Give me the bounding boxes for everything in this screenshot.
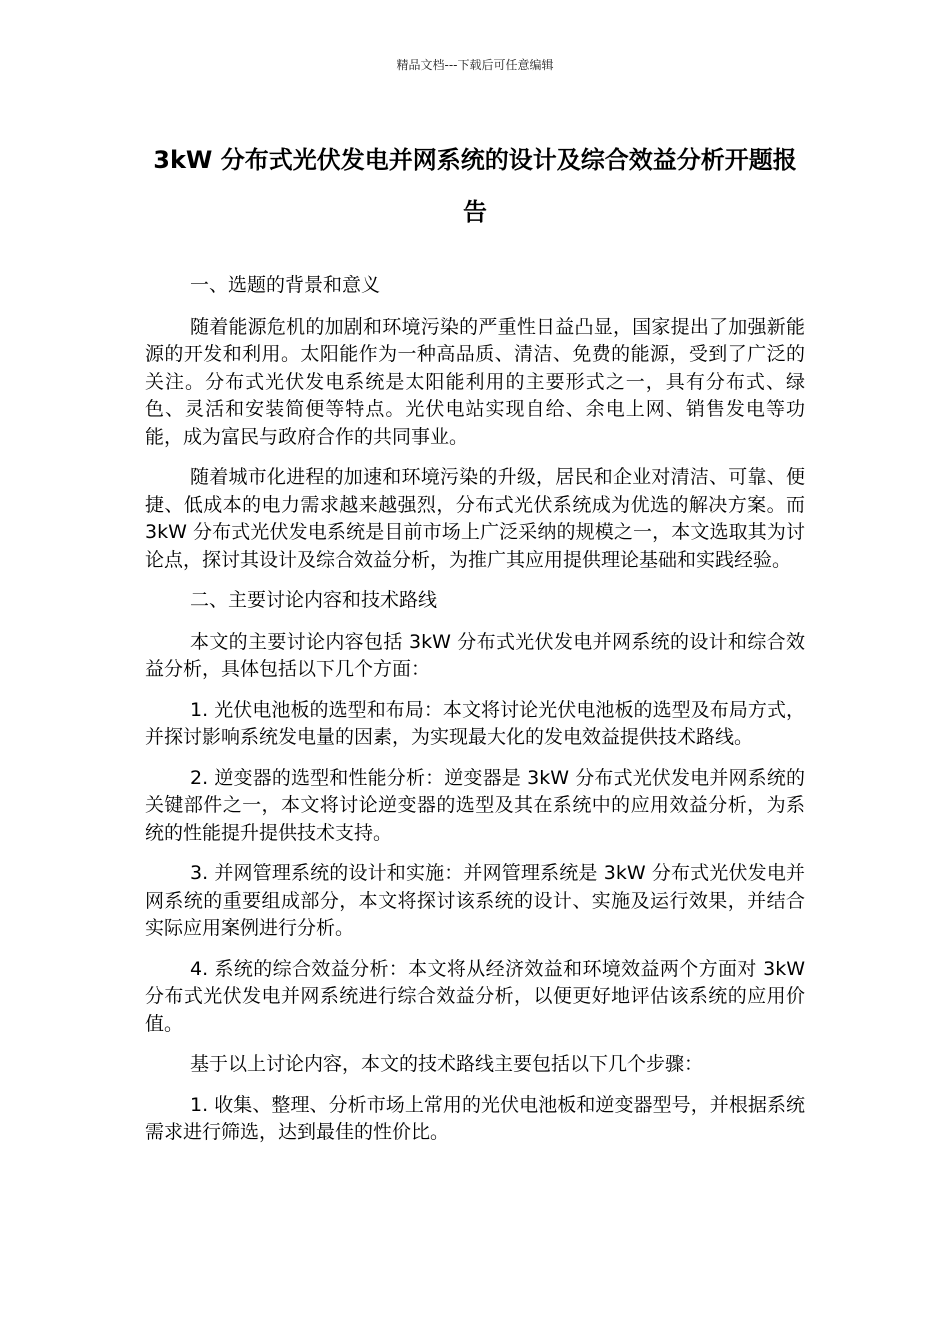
paragraph-background-1: 随着能源危机的加剧和环境污染的严重性日益凸显，国家提出了加强新能源的开发和利用。太阳能作为一种高品质、清洁、免费的能源，受到了广泛的关注。分布式光伏发电系统是太阳能利用的主要形式之一，具有分布式、绿色、灵活和安装简便等特点。光伏电站实现自给、余电上网、销售发电等功能，成为富民与政府合作的共同事业。 — [145, 315, 805, 448]
paragraph-background-2: 随着城市化进程的加速和环境污染的升级，居民和企业对清洁、可靠、便捷、低成本的电力需求越来越强烈，分布式光伏系统成为优选的解决方案。而 3kW 分布式光伏发电系统是目前市场上广泛采纳的规模之一，本文选取其为讨论点，探讨其设计及综合效益分析，为推广其应用提供理论基础和实践经验。 — [145, 466, 805, 571]
section-heading-background: 一、选题的背景和意义 — [190, 274, 381, 296]
header-note: 精品文档---下载后可任意编辑 — [396, 58, 554, 72]
list-item-pv-panels: 1. 光伏电池板的选型和布局：本文将讨论光伏电池板的选型及布局方式，并探讨影响系统发电量的因素，为实现最大化的发电效益提供技术路线。 — [145, 698, 805, 748]
list-item-grid-management: 3. 并网管理系统的设计和实施：并网管理系统是 3kW 分布式光伏发电并网系统的重要组成部分，本文将探讨该系统的设计、实施及运行效果，并结合实际应用案例进行分析。 — [145, 862, 805, 939]
list-item-inverter: 2. 逆变器的选型和性能分析：逆变器是 3kW 分布式光伏发电并网系统的关键部件之一，本文将讨论逆变器的选型及其在系统中的应用效益分析，为系统的性能提升提供技术支持。 — [145, 766, 805, 844]
document-title: 3kW 分布式光伏发电并网系统的设计及综合效益分析开题报告 — [153, 146, 797, 226]
paragraph-content-intro: 本文的主要讨论内容包括 3kW 分布式光伏发电并网系统的设计和综合效益分析，具体包括以下几个方面： — [145, 630, 805, 680]
section-heading-content: 二、主要讨论内容和技术路线 — [190, 589, 438, 611]
list-item-benefit-analysis: 4. 系统的综合效益分析：本文将从经济效益和环境效益两个方面对 3kW 分布式光伏发电并网系统进行综合效益分析，以便更好地评估该系统的应用价值。 — [145, 957, 805, 1035]
paragraph-route-intro: 基于以上讨论内容，本文的技术路线主要包括以下几个步骤： — [190, 1053, 704, 1075]
document-body — [145, 272, 805, 1160]
list-item-route-step-1: 1. 收集、整理、分析市场上常用的光伏电池板和逆变器型号，并根据系统需求进行筛选，达到最佳的性价比。 — [145, 1093, 805, 1143]
